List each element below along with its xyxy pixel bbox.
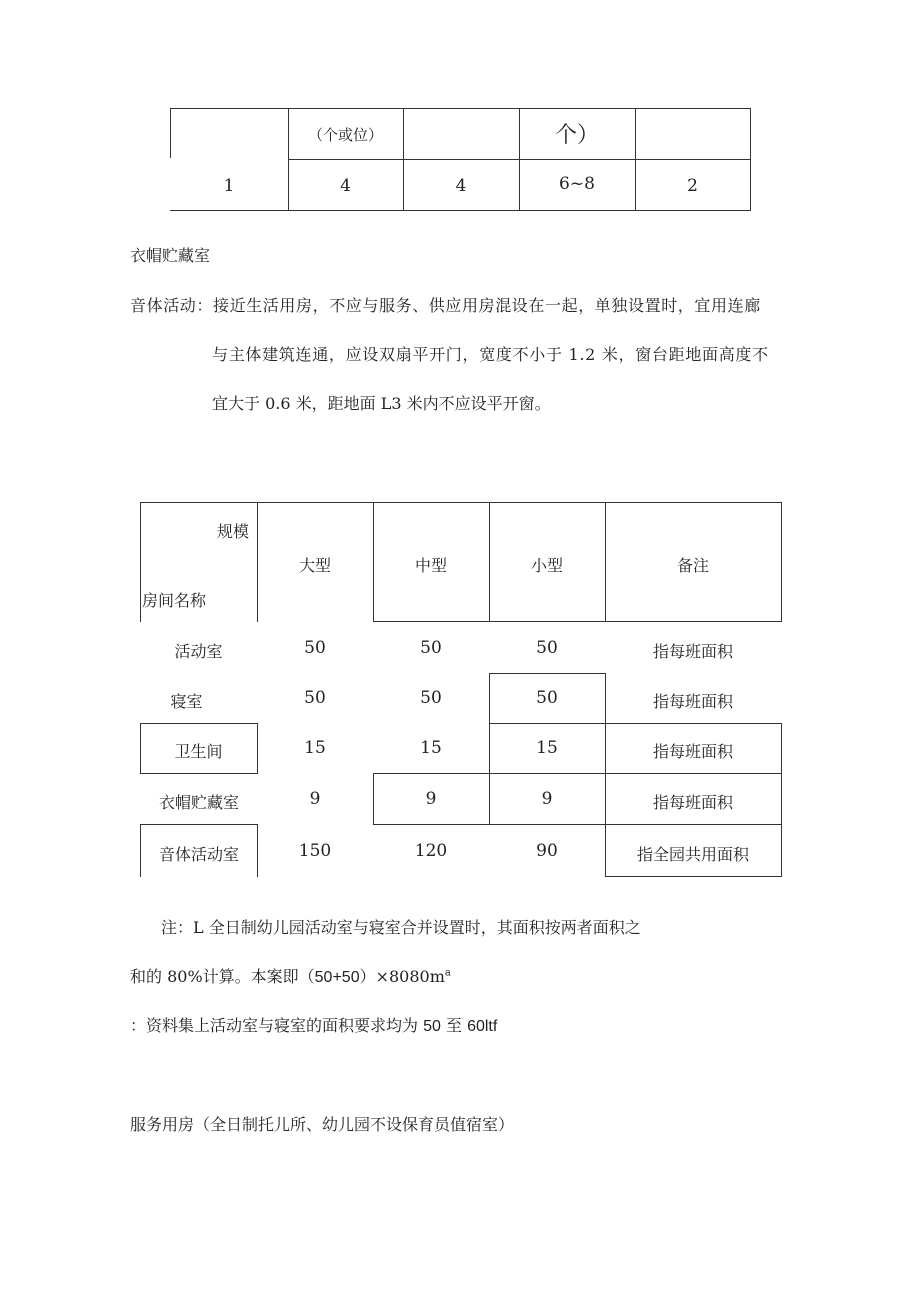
- area-medium: 120: [414, 841, 448, 861]
- note-text: 和的 80%计算。本案即（: [130, 967, 315, 986]
- area-note: 指每班面积: [652, 692, 733, 711]
- table-line: [781, 824, 782, 877]
- area-small: 9: [541, 789, 553, 809]
- room-name: 寝室: [170, 692, 203, 711]
- note-superscript: a: [444, 967, 451, 979]
- table-line: [373, 621, 781, 622]
- table-line: [140, 502, 781, 503]
- note-line: [130, 964, 451, 987]
- section-heading-cloakroom: 衣帽贮藏室: [130, 246, 211, 265]
- area-note: 指每班面积: [652, 742, 733, 761]
- area-note: 指每班面积: [652, 793, 733, 812]
- area-large: 15: [304, 738, 326, 758]
- area-note: 指每班面积: [652, 642, 733, 661]
- area-large: 50: [304, 688, 326, 708]
- area-small: 90: [536, 841, 558, 861]
- area-small: 50: [536, 638, 558, 658]
- area-large: 50: [304, 638, 326, 658]
- area-large: 150: [298, 841, 332, 861]
- header-corner-scale: 规模: [217, 522, 250, 541]
- room-name: 衣帽贮藏室: [158, 793, 239, 812]
- table-line: [170, 210, 751, 211]
- table-cell: 1: [223, 176, 235, 196]
- table-line: [140, 824, 258, 825]
- note-line: [130, 1013, 497, 1036]
- table-line: [605, 876, 782, 877]
- table-line: [781, 723, 782, 774]
- table-line: [781, 773, 782, 824]
- room-name: 卫生间: [174, 742, 223, 761]
- header-large: 大型: [298, 556, 331, 575]
- note-text: 至: [440, 1016, 468, 1035]
- header-medium: 中型: [414, 556, 447, 575]
- note-text: ：资料集上活动室与寝室的面积要求均为: [130, 1016, 424, 1035]
- area-small: 50: [536, 688, 558, 708]
- paragraph-line: 宜大于 0.6 米，距地面 L3 米内不应设平开窗。: [212, 394, 551, 413]
- note-number: 50: [423, 1018, 441, 1035]
- note-line: 注：L 全日制幼儿园活动室与寝室合并设置时，其面积按两者面积之: [161, 918, 641, 937]
- table-cell: 6~8: [559, 174, 595, 194]
- table-line: [489, 673, 606, 674]
- paragraph-line: 与主体建筑连通，应设双扇平开门，宽度不小于 1.2 米，窗台距地面高度不: [212, 345, 769, 364]
- table-line: [170, 108, 751, 109]
- area-small: 15: [536, 738, 558, 758]
- area-note: 指全园共用面积: [636, 845, 749, 864]
- note-number: 60ltf: [467, 1018, 498, 1035]
- table-line: [140, 502, 141, 622]
- note-text: ）×8080m: [359, 967, 445, 986]
- table-line: [373, 824, 606, 825]
- table-line: [373, 773, 781, 774]
- area-medium: 50: [420, 688, 442, 708]
- header-corner-room-name: 房间名称: [142, 591, 207, 610]
- table-line: [170, 108, 171, 158]
- table-line: [140, 723, 258, 724]
- table-cell: 2: [687, 176, 698, 196]
- note-formula: 50+50: [314, 969, 360, 986]
- area-medium: 15: [420, 738, 442, 758]
- table-line: [140, 773, 258, 774]
- header-note: 备注: [676, 556, 709, 575]
- section-heading-service-rooms: 服务用房（全日制托儿所、幼儿园不设保育员值宿室）: [130, 1115, 515, 1134]
- area-medium: 50: [420, 638, 442, 658]
- area-medium: 9: [425, 789, 437, 809]
- area-large: 9: [309, 789, 321, 809]
- table-cell: 4: [455, 176, 467, 196]
- table-line: [605, 824, 781, 825]
- table-cell: （个或位）: [307, 126, 383, 144]
- room-name: 音体活动室: [158, 845, 239, 864]
- table-cell: 4: [340, 176, 351, 196]
- table-line: [750, 108, 751, 211]
- table-line: [489, 723, 781, 724]
- table-line: [781, 502, 782, 622]
- paragraph-line: 音体活动：接近生活用房，不应与服务、供应用房混设在一起，单独设置时，宜用连廊: [130, 296, 761, 315]
- table-cell: 个）: [554, 123, 599, 148]
- header-small: 小型: [530, 556, 563, 575]
- room-name: 活动室: [174, 642, 223, 661]
